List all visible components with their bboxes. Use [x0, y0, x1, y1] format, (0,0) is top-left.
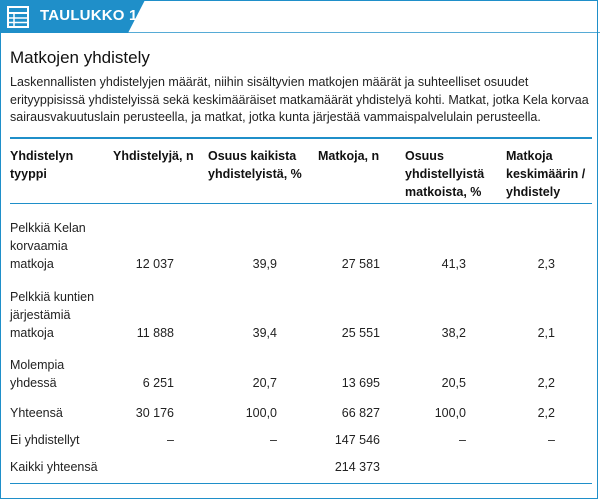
table-cell: 2,2 — [537, 406, 555, 420]
column-header-osuus-yhdistelyista: Osuus kaikista yhdistelyistä, % — [208, 149, 302, 181]
table-cell: 25 551 — [341, 326, 380, 340]
column-header-osuus-matkoista: Osuus yhdistellyistä matkoista, % — [405, 149, 485, 199]
table-cell: 39,4 — [252, 326, 277, 340]
table-cell: 30 176 — [135, 406, 174, 420]
table-cell: – — [548, 433, 555, 447]
table-cell: 20,7 — [252, 376, 277, 390]
table-cell: 41,3 — [441, 257, 466, 271]
column-header-type: Yhdistelyn tyyppi — [10, 149, 74, 181]
table-cell: 2,3 — [537, 257, 555, 271]
table-cell: 27 581 — [341, 257, 380, 271]
table-caption: Laskennallisten yhdistelyjen määrät, niihin sisältyvien matkojen määrät ja suhteelliset osuudet erityyppisissä yhdistelyissä sekä keskimääräiset matkamäärät yhdistelyä kohti. Matkat, jotka Kela korvaa sairausvakuutuslain perusteella, ja matkat, jotka kunta järjestää vammaispalvelulain perusteella. — [10, 75, 589, 124]
table-cell: 214 373 — [334, 460, 380, 474]
table-cell: 2,1 — [537, 326, 555, 340]
table-row-type: Pelkkiä Kelan korvaamia matkoja — [10, 221, 86, 271]
table-number-label: TAULUKKO 1. — [40, 7, 142, 24]
table-cell: 38,2 — [441, 326, 466, 340]
table-top-rule — [10, 137, 592, 139]
table-cell: 12 037 — [135, 257, 174, 271]
table-cell: – — [167, 433, 174, 447]
table-cell: – — [459, 433, 466, 447]
table-header-rule — [10, 203, 592, 204]
table-title: Matkojen yhdistely — [10, 48, 150, 67]
table-cell: – — [270, 433, 277, 447]
table-cell: 6 251 — [142, 376, 174, 390]
table-cell: 39,9 — [252, 257, 277, 271]
table-cell: 2,2 — [537, 376, 555, 390]
table-icon — [3, 2, 33, 32]
table-cell: 13 695 — [341, 376, 380, 390]
column-header-yhdistelyja: Yhdistelyjä, n — [113, 149, 194, 163]
table-row-type: Yhteensä — [10, 406, 63, 420]
table-cell: 66 827 — [341, 406, 380, 420]
table-header-band — [0, 0, 600, 33]
table-cell: 11 888 — [136, 326, 174, 340]
table-bottom-rule — [10, 483, 592, 484]
column-header-matkoja: Matkoja, n — [318, 149, 380, 163]
table-cell: 100,0 — [434, 406, 466, 420]
table-cell: 20,5 — [441, 376, 466, 390]
table-row-type: Ei yhdistellyt — [10, 433, 80, 447]
table-row-type: Kaikki yhteensä — [10, 460, 98, 474]
column-header-keskimaarin: Matkoja keskimäärin / yhdistely — [506, 149, 586, 199]
table-row-type: Molempia yhdessä — [10, 358, 65, 390]
table-cell: 100,0 — [245, 406, 277, 420]
table-row-type: Pelkkiä kuntien järjestämiä matkoja — [10, 290, 95, 340]
table-cell: 147 546 — [334, 433, 380, 447]
